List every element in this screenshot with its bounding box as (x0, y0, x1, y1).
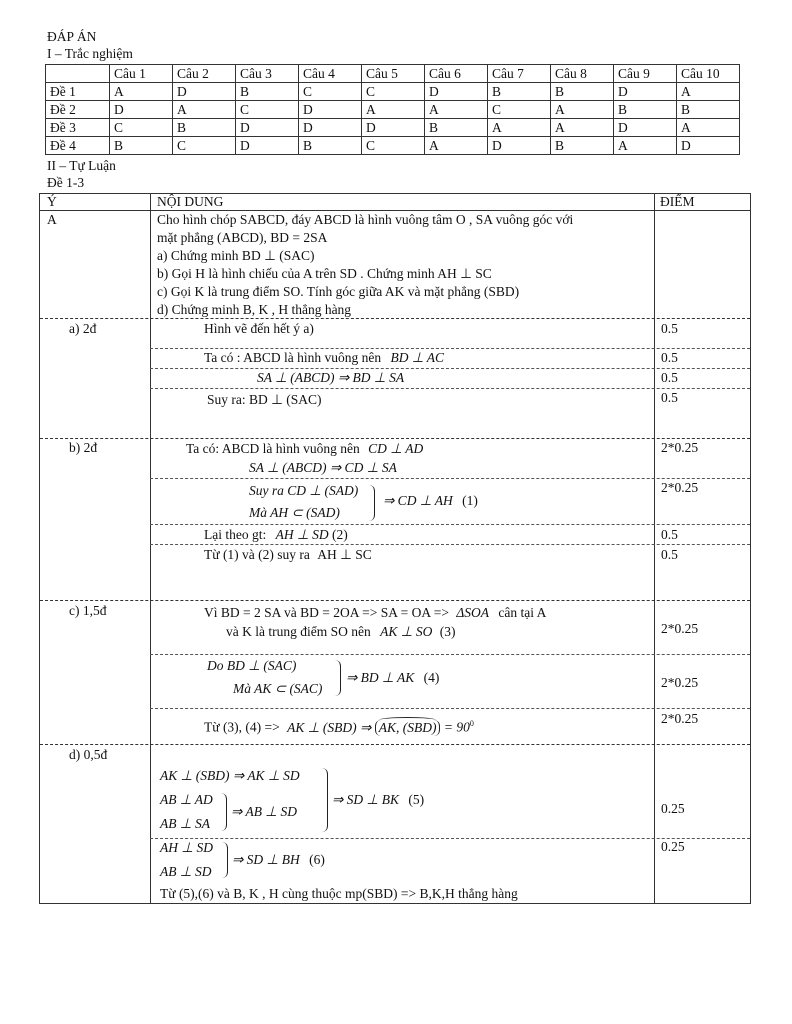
table-cell: D (677, 137, 740, 155)
part-d-step: AB ⊥ SD (160, 864, 212, 879)
step-text: Từ (3), (4) => (204, 719, 280, 735)
part-b-step (204, 527, 348, 543)
step-math: ⇒ BD ⊥ AK (346, 670, 415, 685)
step-math: AK, (SBD) (378, 719, 437, 735)
score: 0.5 (661, 370, 678, 385)
table-cell: B (551, 137, 614, 155)
row-divider (40, 438, 750, 439)
table-cell: B (677, 101, 740, 119)
table-cell: A (551, 119, 614, 137)
score: 2*0.25 (661, 621, 699, 636)
table-cell: A (425, 137, 488, 155)
part-d-step: ⇒ AB ⊥ SD (231, 804, 297, 819)
table-cell: Đề 4 (46, 137, 110, 155)
table-cell: A (614, 137, 677, 155)
score: 0.5 (661, 547, 678, 562)
part-d-conclusion: Từ (5),(6) và B, K , H cùng thuộc mp(SBD) => B,K,H thẳng hàng (160, 886, 518, 901)
table-row (46, 83, 740, 101)
score: 2*0.25 (661, 440, 699, 455)
part-d-step: AK ⊥ (SBD) ⇒ AK ⊥ SD (160, 768, 300, 783)
degree-sign: 0 (469, 719, 474, 728)
part-c-step (204, 719, 474, 736)
part-d-label: d) 0,5đ (69, 747, 108, 762)
part-b-step (204, 547, 372, 563)
score: 2*0.25 (661, 480, 699, 495)
table-cell: Câu 2 (173, 65, 236, 83)
step-math: CD ⊥ AD (368, 441, 424, 456)
part-d-step (332, 792, 424, 808)
step-text: Từ (1) và (2) suy ra (204, 547, 310, 562)
table-cell: B (488, 83, 551, 101)
part-a-step (204, 350, 444, 366)
score: 2*0.25 (661, 711, 699, 726)
table-cell: B (614, 101, 677, 119)
step-text: cân tại A (498, 605, 547, 620)
brace-icon (334, 660, 341, 696)
section-essay: II – Tự Luận (47, 158, 116, 173)
step-math: BD ⊥ AC (390, 350, 445, 365)
part-c-step (346, 670, 439, 686)
table-row (46, 119, 740, 137)
step-number: (2) (332, 527, 348, 542)
part-b-step: Mà AH ⊂ (SAD) (249, 505, 340, 520)
table-cell: Đề 1 (46, 83, 110, 101)
row-divider (40, 744, 750, 745)
table-cell: D (488, 137, 551, 155)
problem-line: a) Chứng minh BD ⊥ (SAC) (157, 248, 315, 263)
table-cell: B (299, 137, 362, 155)
column-divider (150, 194, 151, 903)
row-divider (40, 600, 750, 601)
table-cell: B (551, 83, 614, 101)
column-header-content: NỘI DUNG (157, 194, 224, 209)
step-number: (5) (408, 792, 425, 807)
step-number: (3) (439, 624, 456, 639)
step-math: ⇒ SD ⊥ BH (232, 852, 300, 867)
table-cell: Câu 4 (299, 65, 362, 83)
step-math: AK ⊥ (SBD) ⇒ (287, 719, 372, 735)
step-math: AH ⊥ SC (317, 547, 372, 562)
part-d-step: AB ⊥ AD (160, 792, 213, 807)
variant-label: Đề 1-3 (47, 175, 85, 190)
angle-expression (375, 720, 441, 736)
table-cell: Câu 1 (110, 65, 173, 83)
part-a-step: Hình vẽ đến hết ý a) (204, 321, 314, 336)
part-d-step (232, 852, 325, 868)
table-cell: Câu 8 (551, 65, 614, 83)
step-text: Vì BD = 2 SA và BD = 2OA => SA = OA => (204, 605, 449, 620)
table-cell: Câu 6 (425, 65, 488, 83)
score: 2*0.25 (661, 675, 699, 690)
part-a-step: SA ⊥ (ABCD) ⇒ BD ⊥ SA (257, 370, 405, 385)
brace-icon (221, 842, 228, 878)
step-text: Lại theo gt: (204, 527, 267, 542)
table-cell: D (236, 137, 299, 155)
table-cell: A (488, 119, 551, 137)
table-row (46, 137, 740, 155)
step-math: ⇒ SD ⊥ BK (332, 792, 399, 807)
row-divider (150, 544, 750, 545)
table-cell: A (362, 101, 425, 119)
part-c-step: Do BD ⊥ (SAC) (207, 658, 297, 673)
part-d-step: AH ⊥ SD (160, 840, 214, 855)
table-cell: C (362, 137, 425, 155)
part-b-label: b) 2đ (69, 440, 98, 455)
table-cell: A (677, 83, 740, 101)
table-cell: D (362, 119, 425, 137)
table-header-row (46, 65, 740, 83)
step-math: AH ⊥ SD (275, 527, 329, 542)
table-cell: Câu 5 (362, 65, 425, 83)
part-b-step (383, 493, 478, 509)
table-cell: Câu 10 (677, 65, 740, 83)
table-cell: Câu 9 (614, 65, 677, 83)
table-cell: D (425, 83, 488, 101)
multiple-choice-table (45, 64, 740, 155)
part-b-step: Suy ra CD ⊥ (SAD) (249, 483, 359, 498)
answer-heading: ĐÁP ÁN (47, 29, 97, 44)
row-divider (150, 478, 750, 479)
score: 0.5 (661, 390, 678, 405)
problem-label: A (47, 212, 57, 227)
row-divider (150, 368, 750, 369)
row-divider (150, 654, 750, 655)
part-d-step: AB ⊥ SA (160, 816, 210, 831)
table-cell: C (362, 83, 425, 101)
score: 0.5 (661, 527, 678, 542)
table-cell: C (110, 119, 173, 137)
row-divider (40, 318, 750, 319)
table-cell: Đề 2 (46, 101, 110, 119)
step-text: và K là trung điểm SO nên (226, 624, 371, 639)
part-b-step (186, 441, 423, 457)
step-math: ⇒ CD ⊥ AH (383, 493, 453, 508)
problem-line: d) Chứng minh B, K , H thẳng hàng (157, 302, 352, 317)
score: 0.5 (661, 321, 678, 336)
brace-icon (220, 793, 227, 831)
row-divider (150, 348, 750, 349)
column-header-score: ĐIỂM (660, 194, 695, 209)
step-text: Ta có : ABCD là hình vuông nên (204, 350, 382, 365)
problem-line: c) Gọi K là trung điểm SO. Tính góc giữa AK và mặt phẳng (SBD) (157, 284, 520, 299)
table-cell: A (173, 101, 236, 119)
table-cell: C (236, 101, 299, 119)
part-a-label: a) 2đ (69, 321, 97, 336)
table-cell: D (236, 119, 299, 137)
table-cell: B (236, 83, 299, 101)
table-row (46, 101, 740, 119)
step-number: (4) (423, 670, 440, 685)
row-divider (40, 210, 750, 211)
table-cell: B (425, 119, 488, 137)
angle-arc-icon (379, 717, 437, 723)
brace-icon (368, 485, 375, 521)
part-b-step: SA ⊥ (ABCD) ⇒ CD ⊥ SA (249, 460, 397, 475)
table-cell: C (299, 83, 362, 101)
section-multiple-choice: I – Trắc nghiệm (47, 46, 133, 61)
table-cell: D (614, 83, 677, 101)
row-divider (150, 838, 750, 839)
part-a-step: Suy ra: BD ⊥ (SAC) (207, 392, 322, 407)
table-cell: B (110, 137, 173, 155)
table-cell: D (299, 119, 362, 137)
step-math: = 90 (443, 719, 470, 735)
part-c-step (204, 605, 546, 621)
table-cell: C (488, 101, 551, 119)
table-cell: Đề 3 (46, 119, 110, 137)
step-math: AK ⊥ SO (380, 624, 433, 639)
table-cell (46, 65, 110, 83)
step-number: (6) (309, 852, 325, 867)
problem-line: mặt phẳng (ABCD), BD = 2SA (157, 230, 328, 245)
table-cell: A (677, 119, 740, 137)
score: 0.25 (661, 801, 685, 816)
problem-line: b) Gọi H là hình chiếu của A trên SD . Chứng minh AH ⊥ SC (157, 266, 492, 281)
step-number: (1) (462, 493, 478, 508)
part-c-step: Mà AK ⊂ (SAC) (233, 681, 323, 696)
table-cell: D (299, 101, 362, 119)
table-cell: D (614, 119, 677, 137)
part-c-label: c) 1,5đ (69, 603, 107, 618)
brace-icon (320, 768, 328, 832)
table-cell: D (110, 101, 173, 119)
step-math: ΔSOA (456, 605, 489, 620)
column-divider (654, 194, 655, 903)
part-c-step (226, 624, 456, 640)
problem-line: Cho hình chóp SABCD, đáy ABCD là hình vuông tâm O , SA vuông góc với (157, 212, 574, 227)
row-divider (150, 524, 750, 525)
table-cell: C (173, 137, 236, 155)
row-divider (150, 708, 750, 709)
table-cell: A (110, 83, 173, 101)
table-cell: B (173, 119, 236, 137)
step-text: Ta có: ABCD là hình vuông nên (186, 441, 360, 456)
score: 0.5 (661, 350, 678, 365)
table-cell: Câu 3 (236, 65, 299, 83)
table-cell: Câu 7 (488, 65, 551, 83)
row-divider (150, 388, 750, 389)
table-cell: D (173, 83, 236, 101)
column-header-y: Ý (47, 194, 57, 209)
score: 0.25 (661, 839, 685, 854)
table-cell: A (425, 101, 488, 119)
table-cell: A (551, 101, 614, 119)
